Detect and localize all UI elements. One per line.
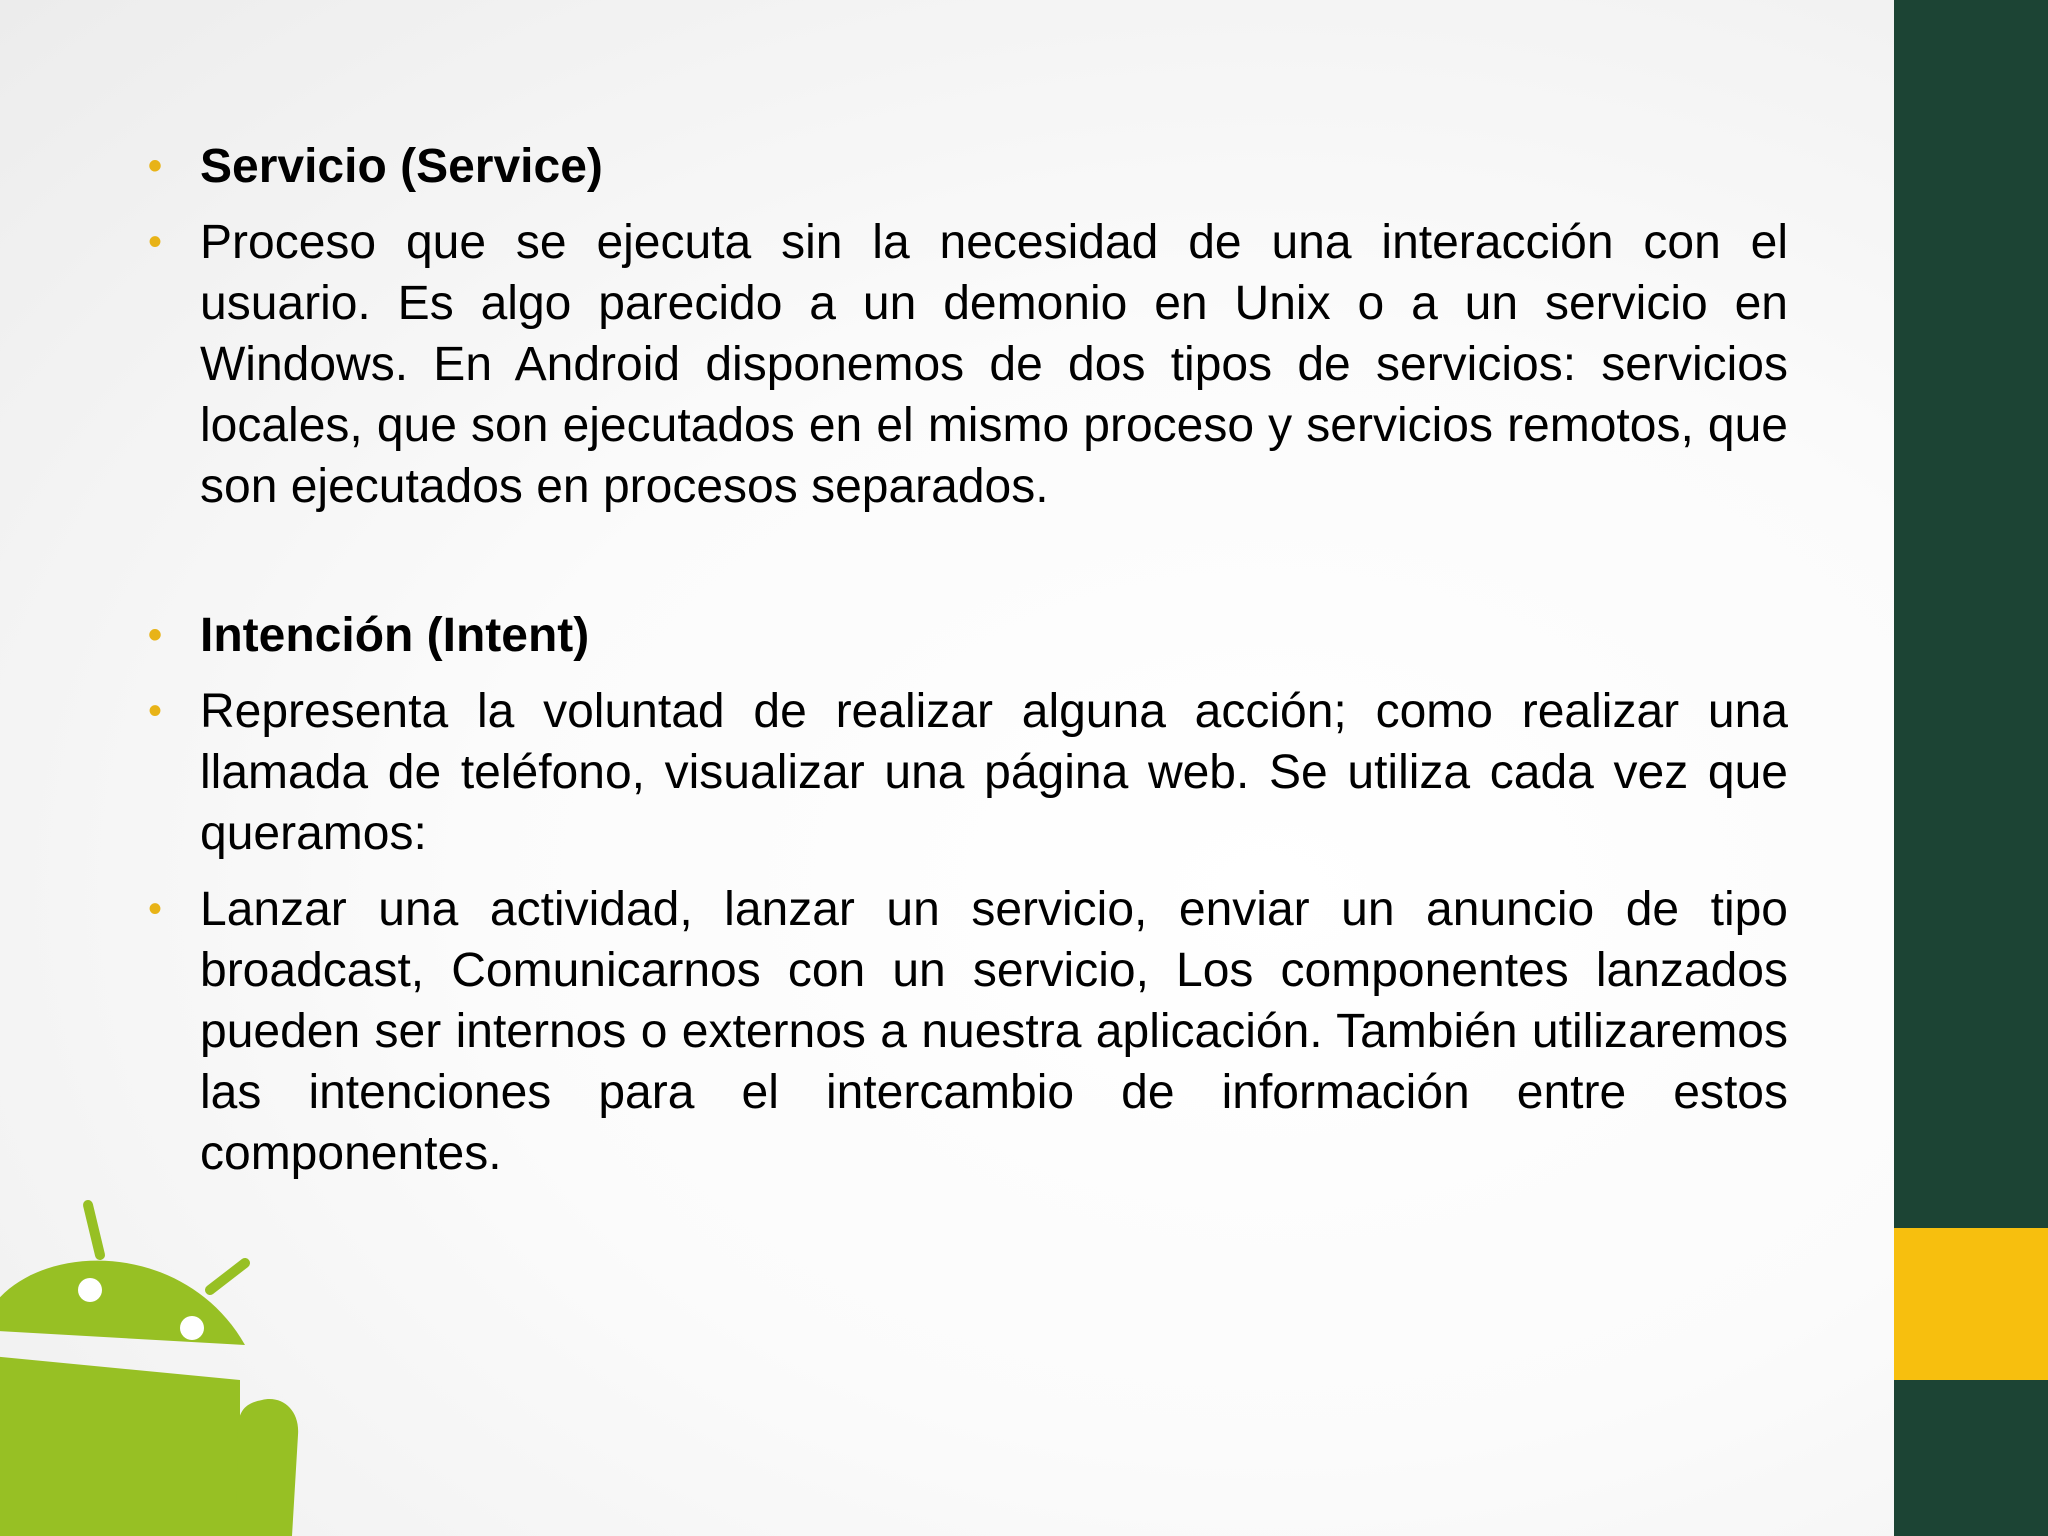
bullet-heading-service [146, 136, 1788, 197]
bullet-heading-intent [146, 605, 1788, 666]
bullet-dot: • [148, 887, 163, 931]
slide-content [146, 136, 1788, 1184]
heading-text: Servicio (Service) [200, 140, 603, 193]
paragraph-text: Representa la voluntad de realizar alguna acción; como realizar una llamada de teléfono, visualizar una página web. Se utiliza cada vez que queramos: [200, 685, 1788, 860]
paragraph-text: Proceso que se ejecuta sin la necesidad de una interacción con el usuario. Es algo parecido a un demonio en Unix o a un servicio en Windows. En Android disponemos de dos tipos de servicios: servicios locales, que son ejecutados en el mismo proceso y servicios remotos, que son ejecutados en procesos separados. [200, 216, 1788, 513]
bullet-intent-description [146, 681, 1788, 864]
paragraph-text: Lanzar una actividad, lanzar un servicio, enviar un anuncio de tipo broadcast, Comunicarnos con un servicio, Los componentes lanzados pueden ser internos o externos a nuestra aplicación. También utilizaremos las intenciones para el intercambio de información entre estos componentes. [200, 883, 1788, 1180]
bullet-dot: • [148, 144, 163, 188]
bullet-service-description [146, 212, 1788, 517]
bullet-dot: • [148, 220, 163, 264]
heading-text: Intención (Intent) [200, 609, 590, 662]
bullet-intent-uses [146, 879, 1788, 1184]
side-accent-block [1894, 1228, 2048, 1380]
bullet-dot: • [148, 613, 163, 657]
android-robot-icon [0, 1195, 320, 1536]
bullet-dot: • [148, 689, 163, 733]
